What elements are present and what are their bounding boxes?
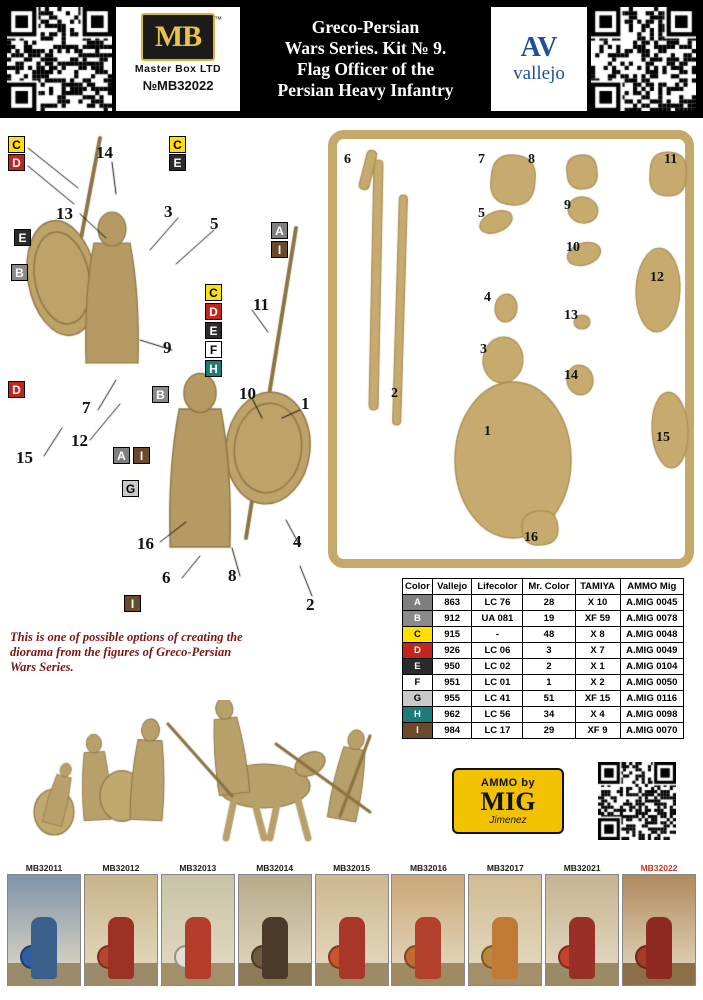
qr-code-icon [598, 762, 676, 840]
ammo-code: A.MIG 0045 [620, 595, 684, 611]
vallejo-mark: AV [520, 32, 558, 63]
kit-box-art [161, 874, 235, 986]
title-line-1: Greco-Persian [311, 17, 420, 37]
lifecolor-code: LC 41 [472, 691, 523, 707]
color-tag-C2: C [169, 136, 186, 153]
color-tag-H: H [205, 360, 222, 377]
kit-thumbnail-cell[interactable] [545, 862, 619, 986]
mrcolor-code: 29 [523, 723, 575, 739]
sprue-panel [328, 130, 694, 568]
kit-code-label: MB32015 [333, 863, 370, 873]
swatch-I: I [403, 723, 433, 739]
title-line-3: Flag Officer of the [296, 59, 435, 79]
table-row [403, 707, 684, 723]
callout-8: 8 [228, 566, 237, 585]
mrcolor-code: 3 [523, 643, 575, 659]
callout-13: 13 [56, 204, 73, 223]
tamiya-code: X 7 [575, 643, 620, 659]
sprue-label-4: 4 [484, 290, 491, 305]
table-row [403, 723, 684, 739]
kit-code-label: MB32016 [409, 863, 447, 873]
kit-code-label: MB32013 [179, 863, 217, 873]
paint-reference-table [402, 578, 684, 739]
ammo-code: A.MIG 0070 [620, 723, 684, 739]
table-header-row [403, 579, 684, 595]
table-row [403, 691, 684, 707]
ammo-bottom-text: Jimenez [489, 814, 527, 826]
ammo-mid-text: MIG [480, 786, 536, 816]
kit-thumbnail-cell[interactable] [84, 862, 158, 986]
sprue-label-8: 8 [528, 152, 535, 167]
table-row [403, 659, 684, 675]
table-row [403, 595, 684, 611]
sprue-label-6: 6 [344, 152, 351, 167]
col-vallejo: Vallejo [432, 579, 472, 595]
lifecolor-code: LC 01 [472, 675, 523, 691]
color-tag-C: C [8, 136, 25, 153]
color-tag-F: F [205, 341, 222, 358]
callout-14: 14 [96, 143, 113, 162]
col-tamiya: TAMIYA [575, 579, 620, 595]
qr-code-icon [591, 7, 696, 111]
kit-thumbnail-cell[interactable] [315, 862, 389, 986]
diorama-note: This is one of possible options of creating the diorama from the figures of Greco-Persian Wars Series. [10, 630, 243, 674]
mrcolor-code: 19 [523, 611, 575, 627]
sprue-label-16: 16 [524, 530, 538, 545]
vallejo-logo [491, 7, 587, 111]
callout-12: 12 [71, 431, 88, 450]
tamiya-code: X 8 [575, 627, 620, 643]
kit-box-art [84, 874, 158, 986]
lifecolor-code: UA 081 [472, 611, 523, 627]
color-tag-I: I [271, 241, 288, 258]
ammo-top-text: AMMO by [480, 776, 536, 789]
col-lifecolor: Lifecolor [472, 579, 523, 595]
kit-thumbnail-cell[interactable] [468, 862, 542, 986]
col-ammo: AMMO Mig [620, 579, 684, 595]
color-tag-D: D [8, 154, 25, 171]
ammo-code: A.MIG 0049 [620, 643, 684, 659]
kit-thumbnail-cell[interactable] [622, 862, 696, 986]
lifecolor-code: LC 02 [472, 659, 523, 675]
kit-box-art [238, 874, 312, 986]
vallejo-code: 955 [432, 691, 472, 707]
ammo-code: A.MIG 0116 [620, 691, 684, 707]
qr-code-icon [7, 7, 112, 111]
brand-subtitle: Master Box LTD [134, 63, 222, 75]
table-row [403, 627, 684, 643]
mrcolor-code: 51 [523, 691, 575, 707]
tamiya-code: X 10 [575, 595, 620, 611]
ammo-code: A.MIG 0098 [620, 707, 684, 723]
kit-thumbnail-cell[interactable] [391, 862, 465, 986]
vallejo-code: 951 [432, 675, 472, 691]
swatch-D: D [403, 643, 433, 659]
callout-3: 3 [164, 202, 173, 221]
kit-thumbnail-cell[interactable] [161, 862, 235, 986]
callout-2: 2 [306, 595, 315, 614]
callout-5: 5 [210, 214, 219, 233]
color-tag-G: G [122, 480, 139, 497]
mrcolor-code: 2 [523, 659, 575, 675]
kit-code-label: MB32021 [563, 863, 601, 873]
mrcolor-code: 1 [523, 675, 575, 691]
diorama-illustration [18, 700, 408, 860]
swatch-C: C [403, 627, 433, 643]
callout-11: 11 [253, 295, 270, 314]
series-kit-strip [0, 862, 703, 1000]
vallejo-name: vallejo [513, 63, 565, 84]
master-box-logo [116, 7, 240, 111]
callout-6: 6 [162, 568, 171, 587]
kit-box-art [315, 874, 389, 986]
callout-4: 4 [293, 532, 302, 551]
lifecolor-code: LC 76 [472, 595, 523, 611]
sprue-label-2: 2 [391, 386, 398, 401]
swatch-H: H [403, 707, 433, 723]
color-tag-C3: C [205, 284, 222, 301]
color-tag-E3: E [205, 322, 222, 339]
mrcolor-code: 28 [523, 595, 575, 611]
title-line-4: Persian Heavy Infantry [277, 80, 454, 100]
callout-1: 1 [301, 394, 310, 413]
swatch-A: A [403, 595, 433, 611]
vallejo-code: 863 [432, 595, 472, 611]
header-bar [0, 0, 703, 118]
kit-code-label: MB32017 [486, 863, 524, 873]
callout-9: 9 [163, 338, 172, 357]
swatch-G: G [403, 691, 433, 707]
kit-thumbnail-cell[interactable] [7, 862, 81, 986]
color-tag-A: A [271, 222, 288, 239]
kit-box-art [7, 874, 81, 986]
vallejo-code: 926 [432, 643, 472, 659]
kit-code-label: MB32022 [640, 863, 678, 873]
lifecolor-code: LC 56 [472, 707, 523, 723]
sprue-label-14: 14 [564, 368, 578, 383]
color-tag-E2: E [169, 154, 186, 171]
tamiya-code: X 1 [575, 659, 620, 675]
tamiya-code: X 2 [575, 675, 620, 691]
col-color: Color [403, 579, 433, 595]
sprue-label-13: 13 [564, 308, 578, 323]
kit-code-label: MB32011 [25, 863, 63, 873]
kit-box-art [622, 874, 696, 986]
kit-thumbnail-cell[interactable] [238, 862, 312, 986]
mb-monogram: MB [141, 13, 215, 61]
table-row [403, 675, 684, 691]
color-tag-B2: B [152, 386, 169, 403]
color-tag-E: E [14, 229, 31, 246]
col-mrcolor: Mr. Color [523, 579, 575, 595]
sprue-label-5: 5 [478, 206, 485, 221]
vallejo-code: 962 [432, 707, 472, 723]
swatch-E: E [403, 659, 433, 675]
swatch-F: F [403, 675, 433, 691]
kit-box-art [391, 874, 465, 986]
swatch-B: B [403, 611, 433, 627]
title-line-2: Wars Series. Kit № 9. [284, 38, 447, 58]
color-tag-D3: D [205, 303, 222, 320]
kit-code-label: MB32014 [256, 863, 294, 873]
vallejo-code: 915 [432, 627, 472, 643]
lifecolor-code: LC 17 [472, 723, 523, 739]
trademark-symbol: ™ [214, 15, 222, 24]
callout-16: 16 [137, 534, 154, 553]
ammo-code: A.MIG 0048 [620, 627, 684, 643]
page-title [240, 0, 491, 118]
kit-box-art [468, 874, 542, 986]
color-tag-A2: A [113, 447, 130, 464]
table-row [403, 643, 684, 659]
lifecolor-code: LC 06 [472, 643, 523, 659]
sprue-label-15: 15 [656, 430, 670, 445]
sprue-label-3: 3 [480, 342, 487, 357]
color-tag-I2: I [133, 447, 150, 464]
sprue-label-12: 12 [650, 270, 664, 285]
tamiya-code: X 4 [575, 707, 620, 723]
tamiya-code: XF 9 [575, 723, 620, 739]
sprue-label-1: 1 [484, 424, 491, 439]
kit-code-label: MB32012 [102, 863, 140, 873]
tamiya-code: XF 59 [575, 611, 620, 627]
sprue-label-11: 11 [664, 152, 678, 167]
sprue-label-9: 9 [564, 198, 571, 213]
callout-15: 15 [16, 448, 33, 467]
ammo-code: A.MIG 0078 [620, 611, 684, 627]
tamiya-code: XF 15 [575, 691, 620, 707]
ammo-mig-logo [452, 768, 564, 834]
vallejo-code: 950 [432, 659, 472, 675]
table-row [403, 611, 684, 627]
ammo-code: A.MIG 0104 [620, 659, 684, 675]
callout-10: 10 [239, 384, 256, 403]
mrcolor-code: 48 [523, 627, 575, 643]
color-tag-B: B [11, 264, 28, 281]
sprue-label-10: 10 [566, 240, 580, 255]
callout-7: 7 [82, 398, 91, 417]
sprue-label-7: 7 [478, 152, 485, 167]
lifecolor-code: - [472, 627, 523, 643]
color-tag-D2: D [8, 381, 25, 398]
kit-box-art [545, 874, 619, 986]
color-tag-I3: I [124, 595, 141, 612]
mrcolor-code: 34 [523, 707, 575, 723]
kit-number: №MB32022 [142, 78, 214, 93]
vallejo-code: 984 [432, 723, 472, 739]
ammo-code: A.MIG 0050 [620, 675, 684, 691]
vallejo-code: 912 [432, 611, 472, 627]
assembly-illustration [0, 118, 330, 618]
